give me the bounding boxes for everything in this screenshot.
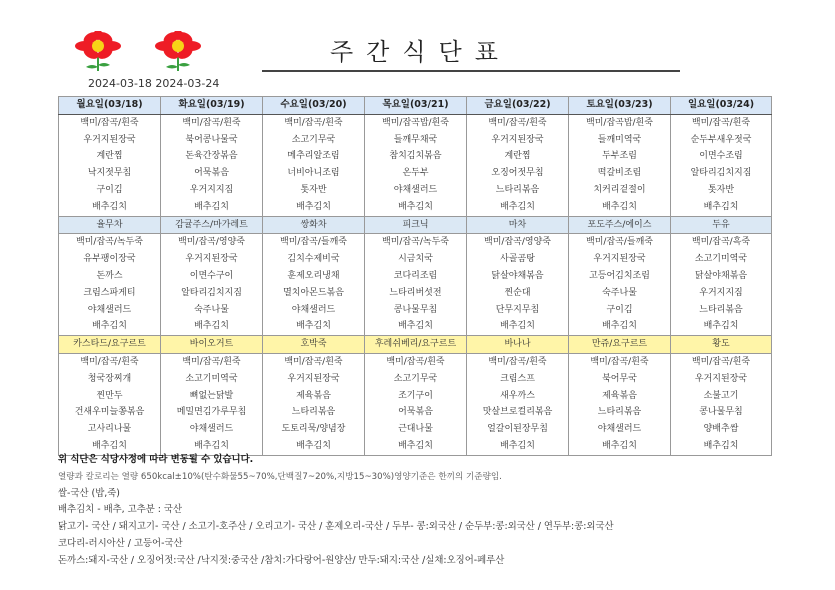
menu-cell: 느타리볶음: [671, 302, 772, 319]
menu-cell: 제육볶음: [263, 388, 365, 405]
menu-cell: 백미/잡곡밥/흰죽: [365, 114, 467, 131]
menu-cell: 찐만두: [59, 388, 161, 405]
day-header-row: [59, 97, 772, 115]
day-header-cell: 화요일(03/19): [161, 97, 263, 115]
menu-row: [59, 132, 772, 149]
menu-cell: 너비아니조림: [263, 165, 365, 182]
menu-cell: 야채샐러드: [569, 421, 671, 438]
menu-table: [58, 96, 772, 456]
menu-cell: 톳자반: [671, 182, 772, 199]
menu-cell: 이면수조림: [671, 148, 772, 165]
note-line: 위 식단은 식당사정에 따라 변동될 수 있습니다.: [58, 454, 254, 465]
note-line: 배추김치 - 배추, 고추분 : 국산: [58, 504, 183, 516]
menu-cell: 배추김치: [569, 199, 671, 216]
snack-cell: 바나나: [467, 336, 569, 354]
menu-cell: 계란찜: [467, 148, 569, 165]
menu-cell: 백미/잡곡/흰죽: [161, 353, 263, 370]
menu-cell: 콩나물무침: [671, 404, 772, 421]
menu-cell: 배추김치: [671, 199, 772, 216]
page-title: 주간식단표: [330, 38, 511, 66]
menu-cell: 구이김: [59, 182, 161, 199]
menu-cell: 낙지젓무침: [59, 165, 161, 182]
menu-row: [59, 234, 772, 251]
menu-cell: 메밀면김가루무침: [161, 404, 263, 421]
drink-cell: 포도주스/에이스: [569, 216, 671, 234]
notes-section: [58, 452, 828, 570]
menu-cell: 백미/잡곡밥/흰죽: [569, 114, 671, 131]
day-header-cell: 일요일(03/24): [671, 97, 772, 115]
day-header-cell: 수요일(03/20): [263, 97, 365, 115]
snack-cell: 만쥬/요구르트: [569, 336, 671, 354]
menu-cell: 백미/잡곡/영양죽: [467, 234, 569, 251]
menu-cell: 백미/잡곡/흰죽: [161, 114, 263, 131]
menu-cell: 크림스파게티: [59, 285, 161, 302]
menu-cell: 건새우미늘쫑볶음: [59, 404, 161, 421]
flower-decoration: [58, 31, 218, 73]
menu-row: [59, 268, 772, 285]
snack-cell: 바이오거트: [161, 336, 263, 354]
drink-cell: 감귤주스/마가레트: [161, 216, 263, 234]
menu-row: [59, 318, 772, 335]
menu-cell: 우거지된장국: [569, 251, 671, 268]
menu-cell: 두부조림: [569, 148, 671, 165]
menu-cell: 소불고기: [671, 388, 772, 405]
note-line: 닭고기- 국산 / 돼지고기- 국산 / 소고기-호주산 / 오리고기- 국산 / 훈제오리-국산 / 두부- 콩:외국산 / 순두부:콩:외국산 / 연두부:콩:외국산: [58, 521, 614, 533]
menu-row: [59, 114, 772, 131]
menu-cell: 배추김치: [467, 199, 569, 216]
menu-cell: 배추김치: [263, 199, 365, 216]
menu-cell: 배추김치: [59, 438, 161, 455]
menu-cell: 참치김치볶음: [365, 148, 467, 165]
menu-cell: 백미/잡곡/흑죽: [671, 234, 772, 251]
menu-cell: 청국장찌개: [59, 371, 161, 388]
menu-cell: 북어무국: [569, 371, 671, 388]
menu-row: [59, 404, 772, 421]
menu-cell: 배추김치: [365, 438, 467, 455]
menu-cell: 배추김치: [59, 199, 161, 216]
menu-cell: 알타리김치지짐: [161, 285, 263, 302]
title-underline: [262, 70, 680, 72]
menu-cell: 백미/잡곡/녹두죽: [365, 234, 467, 251]
snack-cell: 호박죽: [263, 336, 365, 354]
menu-cell: 야채샐러드: [365, 182, 467, 199]
menu-cell: 백미/잡곡/녹두죽: [59, 234, 161, 251]
flower-icon: [75, 31, 121, 71]
menu-cell: 김치수제비국: [263, 251, 365, 268]
menu-cell: 근대나물: [365, 421, 467, 438]
note-line: 돈까스:돼지-국산 / 오징어젓:국산 /낙지젓:중국산 /참치:가다랑어-원양산/ 만두:돼지:국산 /실채:오징어-페루산: [58, 554, 505, 566]
menu-cell: 배추김치: [161, 438, 263, 455]
menu-cell: 백미/잡곡/들깨죽: [569, 234, 671, 251]
menu-cell: 어묵볶음: [161, 165, 263, 182]
menu-row: [59, 302, 772, 319]
menu-cell: 백미/잡곡/흰죽: [263, 114, 365, 131]
menu-cell: 찐순대: [467, 285, 569, 302]
day-header-cell: 토요일(03/23): [569, 97, 671, 115]
menu-cell: 배추김치: [263, 318, 365, 335]
menu-cell: 알타리김치지짐: [671, 165, 772, 182]
menu-cell: 이면수구이: [161, 268, 263, 285]
drink-row: [59, 216, 772, 234]
menu-row: [59, 251, 772, 268]
menu-cell: 도토리묵/양념장: [263, 421, 365, 438]
menu-cell: 백미/잡곡/영양죽: [161, 234, 263, 251]
snack-cell: 황도: [671, 336, 772, 354]
snack-row: [59, 336, 772, 354]
menu-row: [59, 371, 772, 388]
menu-cell: 북어콩나물국: [161, 132, 263, 149]
menu-cell: 우거지된장국: [161, 251, 263, 268]
menu-cell: 들깨무채국: [365, 132, 467, 149]
menu-cell: 소고기무국: [263, 132, 365, 149]
menu-cell: 치커리겉절이: [569, 182, 671, 199]
menu-cell: 야채샐러드: [59, 302, 161, 319]
menu-cell: 메추리알조림: [263, 148, 365, 165]
menu-cell: 톳자반: [263, 182, 365, 199]
menu-cell: 느타리버섯전: [365, 285, 467, 302]
flower-icon: [155, 31, 201, 71]
menu-cell: 멸치아몬드볶음: [263, 285, 365, 302]
menu-cell: 떡갈비조림: [569, 165, 671, 182]
menu-cell: 제육볶음: [569, 388, 671, 405]
menu-cell: 배추김치: [365, 199, 467, 216]
drink-cell: 피크닉: [365, 216, 467, 234]
menu-cell: 계란찜: [59, 148, 161, 165]
note-line: 열량과 칼로리는 열량 650kcal±10%(탄수화물55~70%,단백질7~20%,지방15~30%)영양기준은 한끼의 기준량임.: [58, 471, 502, 482]
menu-cell: 콩나물무침: [365, 302, 467, 319]
menu-cell: 배추김치: [569, 438, 671, 455]
menu-cell: 오징어젓무침: [467, 165, 569, 182]
menu-cell: 조기구이: [365, 388, 467, 405]
menu-row: [59, 388, 772, 405]
menu-cell: 배추김치: [467, 318, 569, 335]
menu-cell: 배추김치: [671, 438, 772, 455]
menu-cell: 백미/잡곡/흰죽: [569, 353, 671, 370]
menu-cell: 숙주나물: [569, 285, 671, 302]
menu-cell: 야채샐러드: [161, 421, 263, 438]
menu-cell: 우거지된장국: [671, 371, 772, 388]
menu-cell: 우거지지짐: [671, 285, 772, 302]
menu-cell: 백미/잡곡/흰죽: [671, 114, 772, 131]
drink-cell: 율무차: [59, 216, 161, 234]
drink-cell: 두유: [671, 216, 772, 234]
menu-row: [59, 353, 772, 370]
note-line: 쌀-국산 (밥,죽): [58, 487, 120, 499]
menu-cell: 배추김치: [263, 438, 365, 455]
menu-cell: 크림스프: [467, 371, 569, 388]
menu-cell: 닭살야채볶음: [671, 268, 772, 285]
menu-cell: 배추김치: [467, 438, 569, 455]
menu-cell: 새우까스: [467, 388, 569, 405]
snack-cell: 후레쉬베리/요구르트: [365, 336, 467, 354]
menu-cell: 단무지무침: [467, 302, 569, 319]
menu-cell: 어묵볶음: [365, 404, 467, 421]
drink-cell: 쌍화차: [263, 216, 365, 234]
menu-cell: 느타리볶음: [569, 404, 671, 421]
menu-cell: 들깨미역국: [569, 132, 671, 149]
menu-cell: 우거지지짐: [161, 182, 263, 199]
menu-cell: 백미/잡곡/흰죽: [671, 353, 772, 370]
menu-cell: 백미/잡곡/들깨죽: [263, 234, 365, 251]
menu-cell: 양배추쌈: [671, 421, 772, 438]
menu-row: [59, 199, 772, 216]
menu-cell: 배추김치: [365, 318, 467, 335]
menu-cell: 우거지된장국: [59, 132, 161, 149]
menu-cell: 돈까스: [59, 268, 161, 285]
menu-cell: 배추김치: [161, 318, 263, 335]
menu-cell: 얼갈이된장무침: [467, 421, 569, 438]
date-range: 2024-03-18 2024-03-24: [88, 77, 220, 90]
menu-cell: 야채샐러드: [263, 302, 365, 319]
menu-row: [59, 285, 772, 302]
menu-cell: 유부팽이장국: [59, 251, 161, 268]
menu-row: [59, 165, 772, 182]
menu-cell: 우거지된장국: [467, 132, 569, 149]
day-header-cell: 금요일(03/22): [467, 97, 569, 115]
menu-cell: 배추김치: [59, 318, 161, 335]
menu-cell: 사골곰탕: [467, 251, 569, 268]
menu-cell: 소고기미역국: [671, 251, 772, 268]
menu-row: [59, 421, 772, 438]
menu-cell: 고사리나물: [59, 421, 161, 438]
note-line: 코다리-러시아산 / 고등어-국산: [58, 537, 183, 549]
menu-cell: 느타리볶음: [467, 182, 569, 199]
menu-cell: 소고기미역국: [161, 371, 263, 388]
day-header-cell: 월요일(03/18): [59, 97, 161, 115]
menu-row: [59, 148, 772, 165]
menu-cell: 닭살야채볶음: [467, 268, 569, 285]
drink-cell: 마차: [467, 216, 569, 234]
menu-row: [59, 182, 772, 199]
menu-cell: 배추김치: [569, 318, 671, 335]
menu-cell: 고등어김치조림: [569, 268, 671, 285]
menu-cell: 숙주나물: [161, 302, 263, 319]
menu-cell: 백미/잡곡/흰죽: [263, 353, 365, 370]
menu-cell: 뼈없는닭발: [161, 388, 263, 405]
menu-cell: 백미/잡곡/흰죽: [365, 353, 467, 370]
menu-cell: 온두부: [365, 165, 467, 182]
menu-cell: 백미/잡곡/흰죽: [59, 353, 161, 370]
snack-cell: 카스타드/요구르트: [59, 336, 161, 354]
menu-cell: 배추김치: [161, 199, 263, 216]
menu-cell: 우거지된장국: [263, 371, 365, 388]
menu-cell: 배추김치: [671, 318, 772, 335]
day-header-cell: 목요일(03/21): [365, 97, 467, 115]
menu-cell: 백미/잡곡/흰죽: [467, 114, 569, 131]
menu-cell: 코다리조림: [365, 268, 467, 285]
menu-cell: 느타리볶음: [263, 404, 365, 421]
menu-cell: 백미/잡곡/흰죽: [467, 353, 569, 370]
menu-cell: 백미/잡곡/흰죽: [59, 114, 161, 131]
menu-cell: 소고기무국: [365, 371, 467, 388]
menu-cell: 맛살브로컬리볶음: [467, 404, 569, 421]
menu-cell: 훈제오리냉채: [263, 268, 365, 285]
menu-cell: 순두부새우젓국: [671, 132, 772, 149]
menu-cell: 시금치국: [365, 251, 467, 268]
menu-cell: 구이김: [569, 302, 671, 319]
menu-cell: 돈육간장볶음: [161, 148, 263, 165]
